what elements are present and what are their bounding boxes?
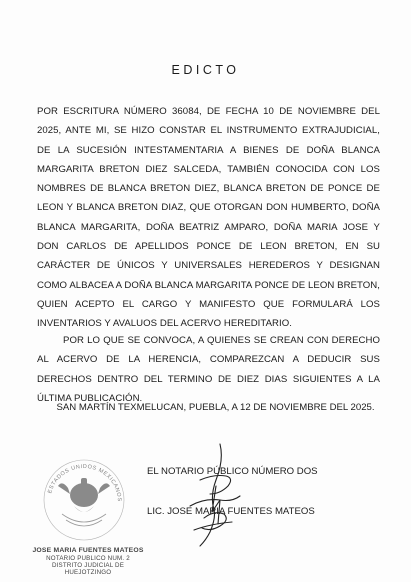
seal-ring-text: ESTADOS UNIDOS MEXICANOS bbox=[47, 463, 123, 503]
body-paragraph-summons bbox=[37, 331, 380, 408]
seal-notary-name: JOSE MARIA FUENTES MATEOS bbox=[32, 547, 144, 554]
summons-text: POR LO QUE SE CONVOCA, A QUIENES SE CREAN CON DERECHO AL ACERVO DE LA HERENCIA, COMPAREZCAN A DEDUCIR SUS DERECHOS DENTRO DEL TERMINO DE DIEZ DIAS SIGUIENTES A LA ÚLTIMA PUBLICACIÓN. bbox=[37, 335, 380, 404]
document-title: EDICTO bbox=[171, 63, 240, 77]
signature-icon bbox=[180, 440, 250, 550]
signer-name: LIC. JOSE MARIA FUENTES MATEOS bbox=[147, 506, 315, 517]
seal-district: DISTRITO JUDICIAL DE HUEJOTZINGO bbox=[51, 562, 125, 576]
place-date-line: SAN MARTÍN TEXMELUCAN, PUEBLA, A 12 DE NOVIEMBRE DEL 2025. bbox=[56, 402, 375, 413]
body-paragraph-deed: POR ESCRITURA NÚMERO 36084, DE FECHA 10 DE NOVIEMBRE DEL 2025, ANTE MI, SE HIZO CONSTAR EL INSTRUMENTO EXTRAJUDICIAL, DE LA SUCESIÓN INTESTAMENTARIA A BIENES DE DOÑA BLANCA MARGARITA BRETON DIEZ SALCEDA, TAMBIÉN CONOCIDA CON LOS NOMBRES DE BLANCA BRETON DIEZ, BLANCA BRETON DE PONCE DE LEON Y BLANCA BRETON DIAZ, QUE OTORGAN DON HUMBERTO, DOÑA BLANCA MARGARITA, DOÑA BEATRIZ AMPARO, DOÑA MARIA JOSE Y DON CARLOS DE APELLIDOS PONCE DE LEON BRETON, EN SU CARÁCTER DE ÚNICOS Y UNIVERSALES HEREDEROS Y DESIGNAN COMO ALBACEA A DOÑA BLANCA MARGARITA PONCE DE LEON BRETON, QUIEN ACEPTO EL CARGO Y MANIFESTO QUE FORMULARÁ LOS INVENTARIOS Y AVALUOS DEL ACERVO HEREDITARIO. bbox=[37, 106, 380, 330]
seal-notary-number: NOTARIO PUBLICO NUM. 2 bbox=[46, 555, 130, 562]
signer-role: EL NOTARIO PÚBLICO NÚMERO DOS bbox=[147, 466, 318, 477]
